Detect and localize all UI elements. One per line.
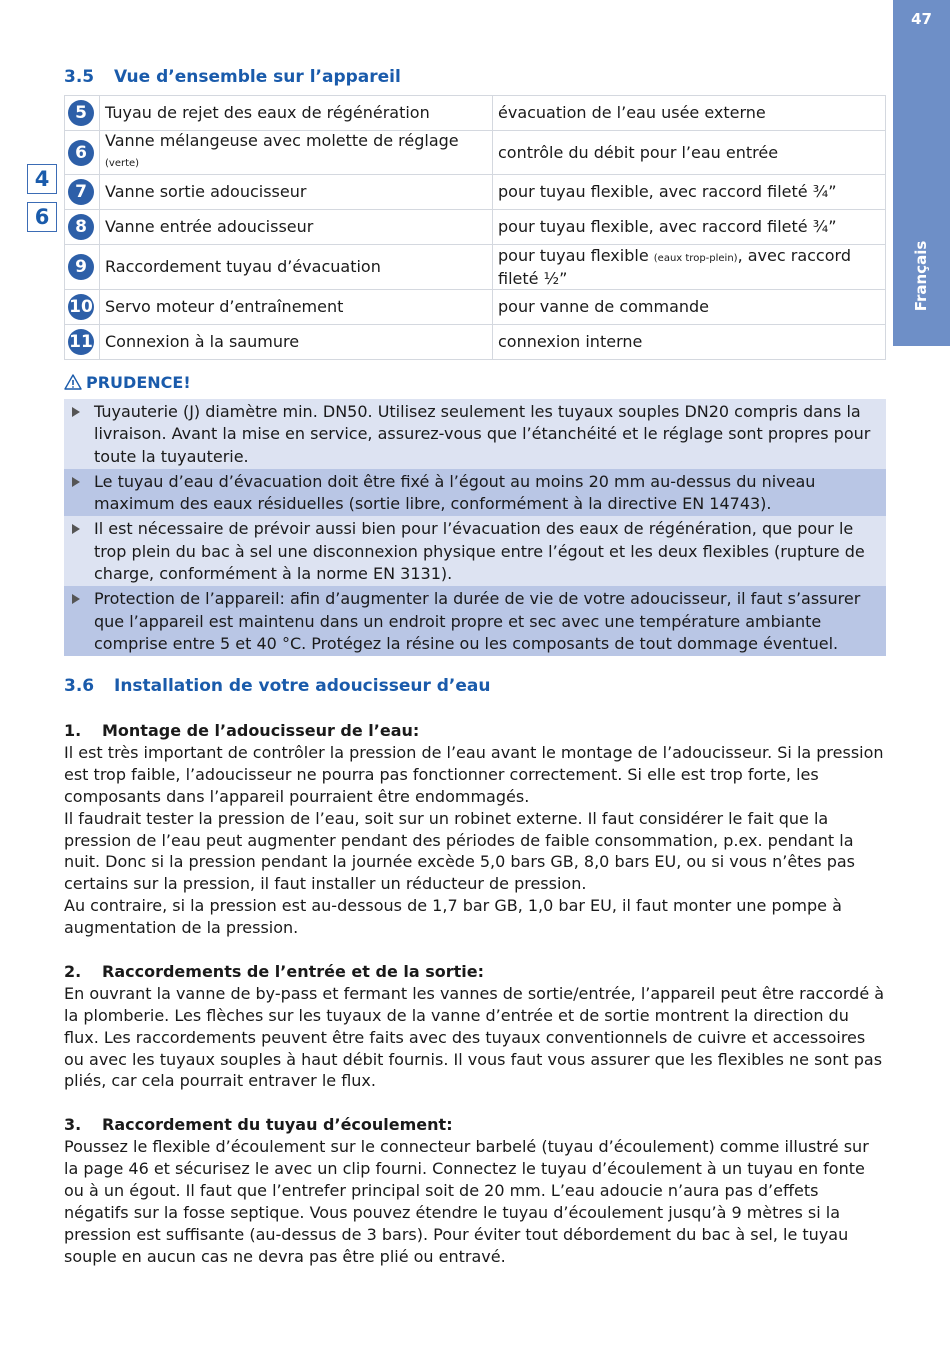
- caution-item: [64, 469, 886, 517]
- part-number-badge: 7: [68, 179, 94, 205]
- part-description: pour tuyau flexible, avec raccord fileté ¾”: [498, 217, 837, 236]
- caution-list: [64, 399, 886, 656]
- step-title: Raccordement du tuyau d’écoulement:: [102, 1115, 453, 1135]
- caution-text: Protection de l’appareil: afin d’augmenter la durée de vie de votre adoucisseur, il faut s’assurer que l’appareil est maintenu dans un endroit propre et sec avec une température ambiante comprise entre 5 et 40 °C. Protégez la résine ou les composants de tout dommage éventuel.: [94, 589, 861, 653]
- part-number-cell: [65, 245, 100, 290]
- part-note: (verte): [105, 158, 140, 169]
- language-label: Français: [912, 240, 930, 312]
- part-name-cell: [100, 96, 493, 131]
- table-row: [65, 245, 886, 290]
- figure-references: [27, 164, 57, 240]
- part-description-cell: [493, 245, 886, 290]
- part-number-cell: [65, 325, 100, 360]
- step-block: [64, 1114, 886, 1267]
- part-description: évacuation de l’eau usée externe: [498, 103, 766, 122]
- part-number-cell: [65, 210, 100, 245]
- part-name-cell: [100, 131, 493, 175]
- part-description-cell: [493, 210, 886, 245]
- table-row: [65, 131, 886, 175]
- bullet-arrow-icon: [72, 594, 80, 604]
- part-name: Servo moteur d’entraînement: [105, 297, 344, 316]
- part-name-cell: [100, 175, 493, 210]
- table-row: [65, 96, 886, 131]
- table-row: [65, 175, 886, 210]
- caution-text: Le tuyau d’eau d’évacuation doit être fixé à l’égout au moins 20 mm au-dessus du niveau maximum des eaux résiduelles (sortie libre, conformément à la directive EN 14743).: [94, 471, 816, 514]
- part-description-end: , avec raccord fileté ½”: [498, 245, 851, 288]
- section-36-heading: [64, 676, 491, 696]
- section-title: Installation de votre adoucisseur d’eau: [114, 676, 491, 696]
- part-name-cell: [100, 325, 493, 360]
- part-name: Tuyau de rejet des eaux de régénération: [105, 103, 430, 122]
- step-paragraph: Il est très important de contrôler la pression de l’eau avant le montage de l’adoucisseur. Si la pression est trop faible, l’adoucisseur ne pourra pas fonctionner correctement. Si elle est trop forte, les composants dans l’appareil pourraient être endommagés.: [64, 742, 884, 806]
- part-number-cell: [65, 175, 100, 210]
- installation-steps: [64, 720, 886, 1290]
- part-description-start: pour tuyau flexible: [498, 245, 649, 265]
- table-row: [65, 325, 886, 360]
- parts-overview-table: [64, 95, 886, 360]
- step-heading: [64, 720, 886, 742]
- section-title: Vue d’ensemble sur l’appareil: [114, 67, 401, 87]
- part-description: pour tuyau flexible, avec raccord fileté ¾”: [498, 182, 837, 201]
- part-name: Vanne sortie adoucisseur: [105, 182, 307, 201]
- part-name-cell: [100, 245, 493, 290]
- section-number: 3.5: [64, 67, 95, 87]
- part-description-note: (eaux trop-plein): [653, 252, 738, 264]
- bullet-arrow-icon: [72, 524, 80, 534]
- step-block: [64, 720, 886, 939]
- figure-ref-box: 6: [27, 202, 57, 232]
- part-description: contrôle du débit pour l’eau entrée: [498, 142, 779, 162]
- step-number: 1.: [64, 721, 82, 740]
- step-paragraph: Il faudrait tester la pression de l’eau, soit sur un robinet externe. Il faut considérer le fait que la pression de l’eau peut augmenter pendant des périodes de faible consommation, p.ex. pendant la nuit. Donc si la pression pendant la journée excède 5,0 bars GB, 8,0 bars EU, ou si vous n’êtes pas certains sur la pression, il faut installer un réducteur de pression.: [64, 808, 855, 894]
- part-description-cell: [493, 290, 886, 325]
- step-heading: [64, 961, 886, 983]
- step-title: Montage de l’adoucisseur de l’eau:: [102, 721, 420, 740]
- part-name-cell: [100, 290, 493, 325]
- part-number-badge: 6: [68, 140, 94, 166]
- step-title: Raccordements de l’entrée et de la sortie:: [102, 961, 485, 981]
- caution-item: [64, 586, 886, 656]
- section-number: 3.6: [64, 676, 95, 696]
- table-row: [65, 290, 886, 325]
- part-number-badge: 9: [68, 254, 94, 280]
- page-number: 47: [911, 10, 932, 28]
- step-paragraph: Poussez le flexible d’écoulement sur le connecteur barbelé (tuyau d’écoulement) comme illustré sur la page 46 et sécurisez le avec un clip fourni. Connectez le tuyau d’écoulement à un tuyau en fonte ou à un égout. Il faut que l’entrefer principal soit de 20 mm. L’eau adoucie n’aura pas d’effets négatifs sur la fosse septique. Vous pouvez étendre le tuyau d’écoulement jusqu’à 9 mètres si la pression est suffisante (au-dessus de 3 bars). Pour éviter tout débordement du bac à sel, le tuyau souple en aucun cas ne devra pas être plié ou entravé.: [64, 1137, 869, 1266]
- part-number-cell: [65, 131, 100, 175]
- caution-item: [64, 399, 886, 469]
- bullet-arrow-icon: [72, 407, 80, 417]
- part-description: connexion interne: [498, 332, 643, 351]
- part-number-cell: [65, 290, 100, 325]
- step-number: 3.: [64, 1115, 82, 1135]
- step-heading: [64, 1114, 886, 1136]
- caution-item: [64, 516, 886, 586]
- part-number-badge: 11: [68, 329, 94, 355]
- part-name: Connexion à la saumure: [105, 332, 300, 351]
- section-35-heading: [64, 67, 401, 87]
- caution-heading: [64, 373, 191, 392]
- step-paragraph: En ouvrant la vanne de by-pass et fermant les vannes de sortie/entrée, l’appareil peut être raccordé à la plomberie. Les flèches sur les tuyaux de la vanne d’entrée et de sortie montrent la direction du flux. Les raccordements peuvent être faits avec des tuyaux conventionnels de cuivre et accessoires ou avec les tuyaux souples à haut débit fournis. Il vous faut vous assurer que les flexibles ne sont pas pliés, car cela pourrait entraver le flux.: [64, 983, 885, 1091]
- part-number-badge: 5: [68, 100, 94, 126]
- bullet-arrow-icon: [72, 477, 80, 487]
- caution-text: Tuyauterie (J) diamètre min. DN50. Utilisez seulement les tuyaux souples DN20 compris dans la livraison. Avant la mise en service, assurez-vous que l’étanchéité et le réglage sont propres pour toute la tuyauterie.: [94, 402, 871, 466]
- part-number-badge: 8: [68, 214, 94, 240]
- step-paragraph: Au contraire, si la pression est au-dessous de 1,7 bar GB, 1,0 bar EU, il faut monter une pompe à augmentation de la pression.: [64, 896, 842, 938]
- part-number-badge: 10: [68, 294, 94, 320]
- step-number: 2.: [64, 961, 82, 981]
- caution-text: Il est nécessaire de prévoir aussi bien pour l’évacuation des eaux de régénération, que pour le trop plein du bac à sel une disconnexion physique entre l’égout et les deux flexibles (rupture de charge, conformément à la norme EN 3131).: [94, 519, 865, 584]
- part-description-cell: [493, 175, 886, 210]
- table-row: [65, 210, 886, 245]
- part-number-cell: [65, 96, 100, 131]
- figure-ref-box: 4: [27, 164, 57, 194]
- part-description-cell: [493, 96, 886, 131]
- part-description: pour vanne de commande: [498, 297, 710, 316]
- caution-title: PRUDENCE!: [86, 373, 191, 392]
- part-name: Vanne entrée adoucisseur: [105, 217, 314, 236]
- part-name: Vanne mélangeuse avec molette de réglage: [105, 131, 459, 150]
- part-description-cell: [493, 325, 886, 360]
- part-name: Raccordement tuyau d’évacuation: [105, 257, 381, 276]
- step-block: [64, 961, 886, 1092]
- part-description-cell: [493, 131, 886, 175]
- part-name-cell: [100, 210, 493, 245]
- warning-triangle-icon: [64, 374, 82, 390]
